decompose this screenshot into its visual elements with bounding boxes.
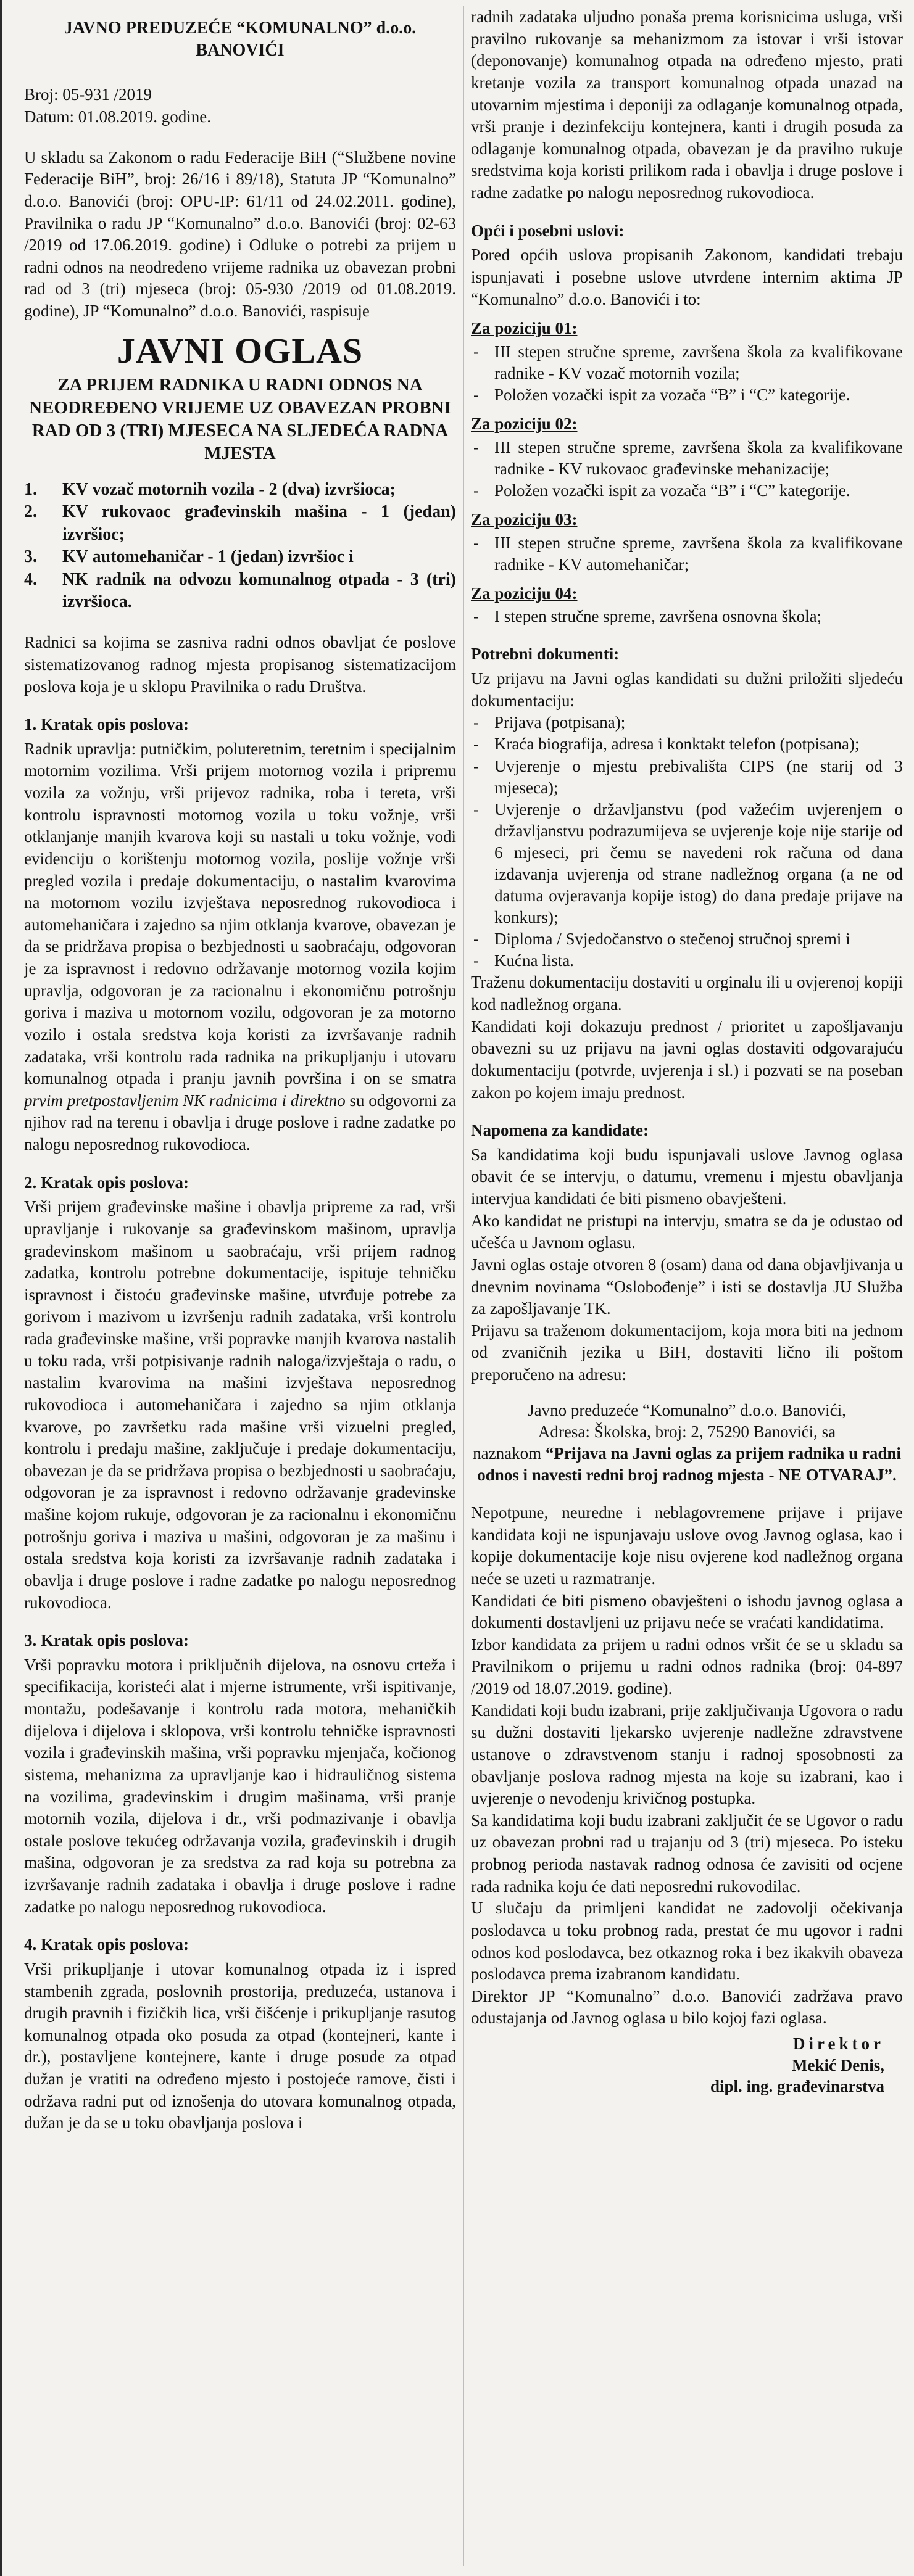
section-1-text: Radnik upravlja: putničkim, poluteretnim, teretnim i specijalnim motornim vozilima. Vrši prijem motornog vozila i pripremu vozila za vožnju, vrši prijevoz radnika, roba i tereta, vrši kontrolu ispravnosti motornog vozila u toku vožnje, vrši otklanjanje manjih kvarova koji su nastali u toku vožnje, vodi evidenciju o korištenju motornog vozila, poslije vožnje vrši pregled vozila i predaje dokumentaciju, o nastalim kvarovima na motornom vozilu izvještava neposrednog rukovodioca i automehaničara i zajedno sa njim otklanja kvarove, obavezan je da se pridržava propisa o bezbjednosti u saobraćaju, odgovoran je za ispravnost i redovno održavanje motornog vozila kojim upravlja, odgovoran je za racionalnu i ekonomičnu potrošnju goriva i maziva u motornom vozilu, odgovoran je za motorno vozilo i ostala sredstva koja koristi za izvršavanje radnih zadataka, vrši kontrolu rada radnika na prikupljanju i utovaru komunalnog otpada i pranju javnih površina i on se smatra prvim pretpostavljenim NK radnicima i direktno su odgovorni za njihov rad na terenu i obavlja i druge poslove i radne zadatke po nalogu neposrednog rukovodioca. bbox=[24, 739, 456, 1154]
section-4-continuation: radnih zadataka uljudno ponaša prema korisnicima usluga, vrši pravilno rukovanje sa mehanizmom za istovar i vrši istovar (deponovanje) komunalnog otpada na određeno mjesto, prati kretanje vozila za transport komunalnog otpada unazad na utovarnim mjestima i deponiji za odlaganje komunalnog otpada, vrši pranje i dezinfekciju kontejnera, kanti i drugih posuda za odlaganje komunalnog otpada, obavezan je da pravilno rukuje sredstvima koja koristi prilikom rada i obavlja i druge poslove i radne zadatke po nalogu neposrednog rukovodioca. bbox=[471, 7, 903, 202]
address-line: Adresa: Školska, broj: 2, 75290 Banovići, sa bbox=[538, 1422, 836, 1441]
condition-list bbox=[471, 341, 903, 406]
announcement-title: JAVNI OGLAS bbox=[117, 330, 364, 371]
final-paragraph: Nepotpune, neuredne i neblagovremene prijave i prijave kandidata koji ne ispunjavaju uslove ovog Javnog oglasa, kao i kopije dokumentacije koje nisu ovjerene kod nadležnog organa neće se uzeti u razmatranje. bbox=[471, 1503, 903, 1588]
left-column bbox=[24, 0, 456, 2576]
positions-list bbox=[24, 479, 456, 613]
notes-paragraph: Sa kandidatima koji budu ispunjavali uslove Javnog oglasa obavit će se intervju, o datumu, vremenu i mjestu obavljanja intervjua kandidati će biti pismeno obavješteni. bbox=[471, 1145, 903, 1208]
intro-paragraph: U skladu sa Zakonom o radu Federacije BiH (“Službene novine Federacije BiH”, broj: 26/16 i 89/18), Statuta JP “Komunalno” d.o.o. Banovići (broj: OPU-IP: 61/11 od 24.02.2011. godine), Pravilnika o radu JP “Komunalno” d.o.o. Banovići (broj: 02-63 /2019 od 17.06.2019. godine) i Odluke o potrebi za prijem u radni odnos na neodređeno vrijeme radnika uz obavezan probni rad od 3 (tri) mjeseca (broj: 05-930 /2019 od 01.08.2019. godine), JP “Komunalno” d.o.o. Banovići, raspisuje bbox=[24, 147, 456, 321]
notes-paragraph: Prijavu sa traženom dokumentacijom, koja mora biti na jednom od zvaničnih jezika u BiH, dostaviti lično ili poštom preporučeno na adresu: bbox=[471, 1321, 903, 1384]
documents-list bbox=[471, 712, 903, 972]
condition-item: - Položen vozački ispit za vozača “B” i “C” kategorije. bbox=[473, 481, 850, 500]
signature-title: dipl. ing. građevinarstva bbox=[710, 2077, 884, 2096]
notes-paragraph: Javni oglas ostaje otvoren 8 (osam) dana od dana objavljivanja u dnevnim novinama “Oslobođenje” i isti se dostavlja JU Služba za zapošljavanje TK. bbox=[471, 1255, 903, 1318]
condition-group-head: Za poziciju 02: bbox=[471, 415, 578, 434]
org-city: BANOVIĆI bbox=[196, 41, 285, 60]
signature-role: Direktor bbox=[793, 2034, 884, 2054]
signature-block bbox=[471, 2033, 903, 2097]
document-meta bbox=[24, 83, 456, 128]
final-paragraph: U slučaju da primljeni kandidat ne zadovolji očekivanja poslodavca u toku probnog rada, prestat će mu ugovor i radni odnos kod poslodavca, bez otkaznog roka i bez ikakvih obaveza poslodavca prema izabranom kandidatu. bbox=[471, 1899, 903, 1984]
org-name: JAVNO PREDUZEĆE “KOMUNALNO” d.o.o. bbox=[64, 19, 417, 38]
document-number: Broj: 05-931 /2019 bbox=[24, 85, 152, 104]
organization-header bbox=[24, 17, 456, 62]
priority-paragraph: Kandidati koji dokazuju prednost / prioritet u zapošljavanju obavezni su uz prijavu na javni oglas dostaviti odgovarajuću dokumentaciju (potvrde, uvjerenja i sl.) i pozvati se na poseban zakon po kojem imaju prednost. bbox=[471, 1017, 903, 1102]
notes-paragraph: Ako kandidat ne pristupi na intervju, smatra se da je odustao od učešća u Javnom oglasu. bbox=[471, 1211, 903, 1252]
condition-item: - I stepen stručne spreme, završena osnovna škola; bbox=[473, 607, 822, 626]
section-3-head: 3. Kratak opis poslova: bbox=[24, 1631, 189, 1650]
final-paragraph: Kandidati koji budu izabrani, prije zaključivanja Ugovora o radu su dužni dostaviti ljekarsko uvjerenje nadležne zdravstvene ustanove o zdravstvenom stanju i radnoj sposobnosti za obavljanje poslova radnog mjesta na koje su izabrani, kao i uvjerenje o nevođenju krivičnog postupka. bbox=[471, 1701, 903, 1808]
document-item: - Uvjerenje o mjestu prebivališta CIPS (ne starij od 3 mjeseca); bbox=[473, 756, 903, 797]
section-2-head: 2. Kratak opis poslova: bbox=[24, 1173, 189, 1192]
notes-head: Napomena za kandidate: bbox=[471, 1121, 649, 1140]
final-paragraph: Direktor JP “Komunalno” d.o.o. Banovići zadržava pravo odustajanja od Javnog oglasa u bilo kojoj fazi oglasa. bbox=[471, 1986, 903, 2028]
condition-item: - Položen vozački ispit za vozača “B” i “C” kategorije. bbox=[473, 385, 850, 404]
condition-list bbox=[471, 532, 903, 576]
section-1-head: 1. Kratak opis poslova: bbox=[24, 715, 189, 734]
section-4-head: 4. Kratak opis poslova: bbox=[24, 1935, 189, 1954]
position-item: 4. NK radnik na odvozu komunalnog otpada - 3 (tri) izvršioca. bbox=[24, 569, 456, 611]
condition-list bbox=[471, 437, 903, 502]
section-2-text: Vrši prijem građevinske mašine i obavlja pripreme za rad, vrši upravljanje i rukovanje sa građevinskom mašinom, upravlja građevinskom mašinom u saobraćaju, vrši prijem radnog zadatka, kontrolu potrebne dokumentacije, ispituje tehničku ispravnost i čistoću građevinske mašine, utvrđuje potrebe za gorivom i mazivom u izvršenju radnih zadataka, vrši kontrolu rada građevinske mašine, vrši popravke manjih kvarova nastalih u toku rada, vrši potpisivanje radnih naloga/izvještaja o radu, o nastalim kvarovima na mašini izvještava neposrednog rukovodioca i automehaničara i zajedno sa njim otklanja kvarove, po završetku rada mašine vrši vizuelni pregled, kontrolu i predaju mašine, zaključuje i predaje dokumentaciju, obavezan je da se pridržava propisa o bezbjednosti u saobraćaju, odgovoran je za ispravnost i redovno održavanje građevinske mašine kojom rukuje, odgovoran je za racionalnu i ekonomičnu potrošnju goriva i maziva u mašini, odgovoran je za mašinu i ostala sredstva koja koristi za izvršavanje radnih zadataka i obavlja i druge poslove i radne zadatke po nalogu neposrednog rukovodioca. bbox=[24, 1197, 456, 1612]
column-divider bbox=[463, 6, 464, 2566]
document-item: - Kućna lista. bbox=[473, 951, 574, 970]
condition-list bbox=[471, 606, 903, 627]
address-line: Javno preduzeće “Komunalno” d.o.o. Banovići, bbox=[528, 1400, 846, 1419]
documents-head: Potrebni dokumenti: bbox=[471, 645, 620, 664]
conditions-intro: Pored općih uslova propisanih Zakonom, kandidati trebaju ispunjavati i posebne uslove utvrđene internim aktima JP “Komunalno” d.o.o. Banovići i to: bbox=[471, 246, 903, 308]
announcement-subtitle: ZA PRIJEM RADNIKA U RADNI ODNOS NA NEODREĐENO VRIJEME UZ OBAVEZAN PROBNI RAD OD 3 (TRI) MJESECA NA SLJEDEĆA RADNA MJESTA bbox=[29, 374, 451, 463]
submission-address bbox=[471, 1400, 903, 1486]
condition-group-head: Za poziciju 04: bbox=[471, 584, 578, 603]
right-column bbox=[471, 0, 903, 2576]
document-item: - Kraća biografija, adresa i konktakt telefon (potpisana); bbox=[473, 735, 860, 754]
condition-item: - III stepen stručne spreme, završena škola za kvalifikovane radnike - KV vozač motornih vozila; bbox=[473, 342, 903, 382]
document-date: Datum: 01.08.2019. godine. bbox=[24, 107, 211, 126]
address-line: naznakom “Prijava na Javni oglas za prijem radnika u radni odnos i navesti redni broj radnog mjesta - NE OTVARAJ”. bbox=[473, 1443, 901, 1484]
section-3-text: Vrši popravku motora i priključnih dijelova, na osnovu crteža i specifikacija, koristeći alat i mjerne istrumente, vrši ispitivanje, montažu, podešavanje i kontrolu rada motora, mehaničkih dijelova i dijelova i sklopova, vrši kontrolu tehničke ispravnosti vozila i građevinskih mašina, vrši popravku mjenjača, kočionog sistema, mehanizma za upravljanje kao i hidrauličnog sistema na vozilima, građevinskim i drugim mašinama, vrši pranje motornih vozila, dijelova i dr., vrši podmazivanje i obavlja ostale poslove tekućeg održavanja vozila, građevinskih i drugih mašina, odgovoran je za sredstva za rad koja su potrebna za izvršavanje radnih zadataka i obavlja i druge poslove i radne zadatke po nalogu neposrednog rukovodioca. bbox=[24, 1655, 456, 1916]
document-item: - Uvjerenje o državljanstvu (pod važećim uvjerenjem o državljanstvu podrazumijeva se uvjerenje koje nije starije od 6 mjeseci, pri čemu se navedeni rok računa od dana izdavanja uvjerenja od strane nadležnog organa (a ne od datuma ovjeravanja kopije istog) do dana predaje prijave na konkurs); bbox=[473, 799, 903, 927]
final-paragraph: Izbor kandidata za prijem u radni odnos vršit će se u skladu sa Pravilnikom o prijemu u radni odnos radnika (broj: 04-897 /2019 od 18.07.2019. godine). bbox=[471, 1635, 903, 1698]
positions-note: Radnici sa kojima se zasniva radni odnos obavljat će poslove sistematizovanog radnog mjesta propisanog sistematizacijom poslova koja je u sklopu Pravilnika o radu Društva. bbox=[24, 633, 456, 696]
documents-outro: Traženu dokumentaciju dostaviti u orginalu ili u ovjerenoj kopiji kod nadležnog organa. bbox=[471, 973, 903, 1014]
condition-group-head: Za poziciju 03: bbox=[471, 510, 578, 529]
documents-intro: Uz prijavu na Javni oglas kandidati su dužni priložiti sljedeću dokumentaciju: bbox=[471, 669, 903, 710]
final-paragraph: Sa kandidatima koji budu izabrani zaključit će se Ugovor o radu uz obavezan probni rad u trajanju od 3 (tri) mjeseca. Po isteku probnog perioda nastavak radnog odnosa će zavisiti od ocjene rada radnika koju će dati neposredni rukovodilac. bbox=[471, 1810, 903, 1896]
final-paragraph: Kandidati će biti pismeno obavješteni o ishodu javnog oglasa a dokumenti dostavljeni uz prijavu neće se vraćati kandidatima. bbox=[471, 1591, 903, 1632]
position-item: 1. KV vozač motornih vozila - 2 (dva) izvršioca; bbox=[24, 479, 396, 499]
position-item: 2. KV rukovaoc građevinskih mašina - 1 (jedan) izvršioc; bbox=[24, 502, 456, 544]
condition-item: - III stepen stručne spreme, završena škola za kvalifikovane radnike - KV automehaničar; bbox=[473, 533, 903, 574]
section-4-text: Vrši prikupljanje i utovar komunalnog otpada iz i ispred stambenih zgrada, poslovnih prostorija, preduzeća, ustanova i drugih pravnih i fizičkih lica, vrši čišćenje i prikupljanje rasutog komunalnog otpada oko posuda za otpad (kontejneri, kante i dr.), postavljene kontejnere, kante i druge posude za otpad dužan je vratiti na određeno mjesto i postojeće ramove, čisti i održava radni put od iznošenja do utovara komunalnog otpada, dužan je da se u toku obavljanja poslova i bbox=[24, 1959, 456, 2132]
condition-item: - III stepen stručne spreme, završena škola za kvalifikovane radnike - KV rukovaoc građevinske mehanizacije; bbox=[473, 437, 903, 478]
signature-name: Mekić Denis, bbox=[792, 2055, 884, 2074]
document-item: - Prijava (potpisana); bbox=[473, 713, 626, 732]
document-item: - Diploma / Svjedočanstvo o stečenoj stručnoj spremi i bbox=[473, 930, 850, 949]
position-item: 3. KV automehaničar - 1 (jedan) izvršioc i bbox=[24, 547, 354, 567]
conditions-head: Opći i posebni uslovi: bbox=[471, 221, 625, 240]
condition-group-head: Za poziciju 01: bbox=[471, 319, 578, 338]
